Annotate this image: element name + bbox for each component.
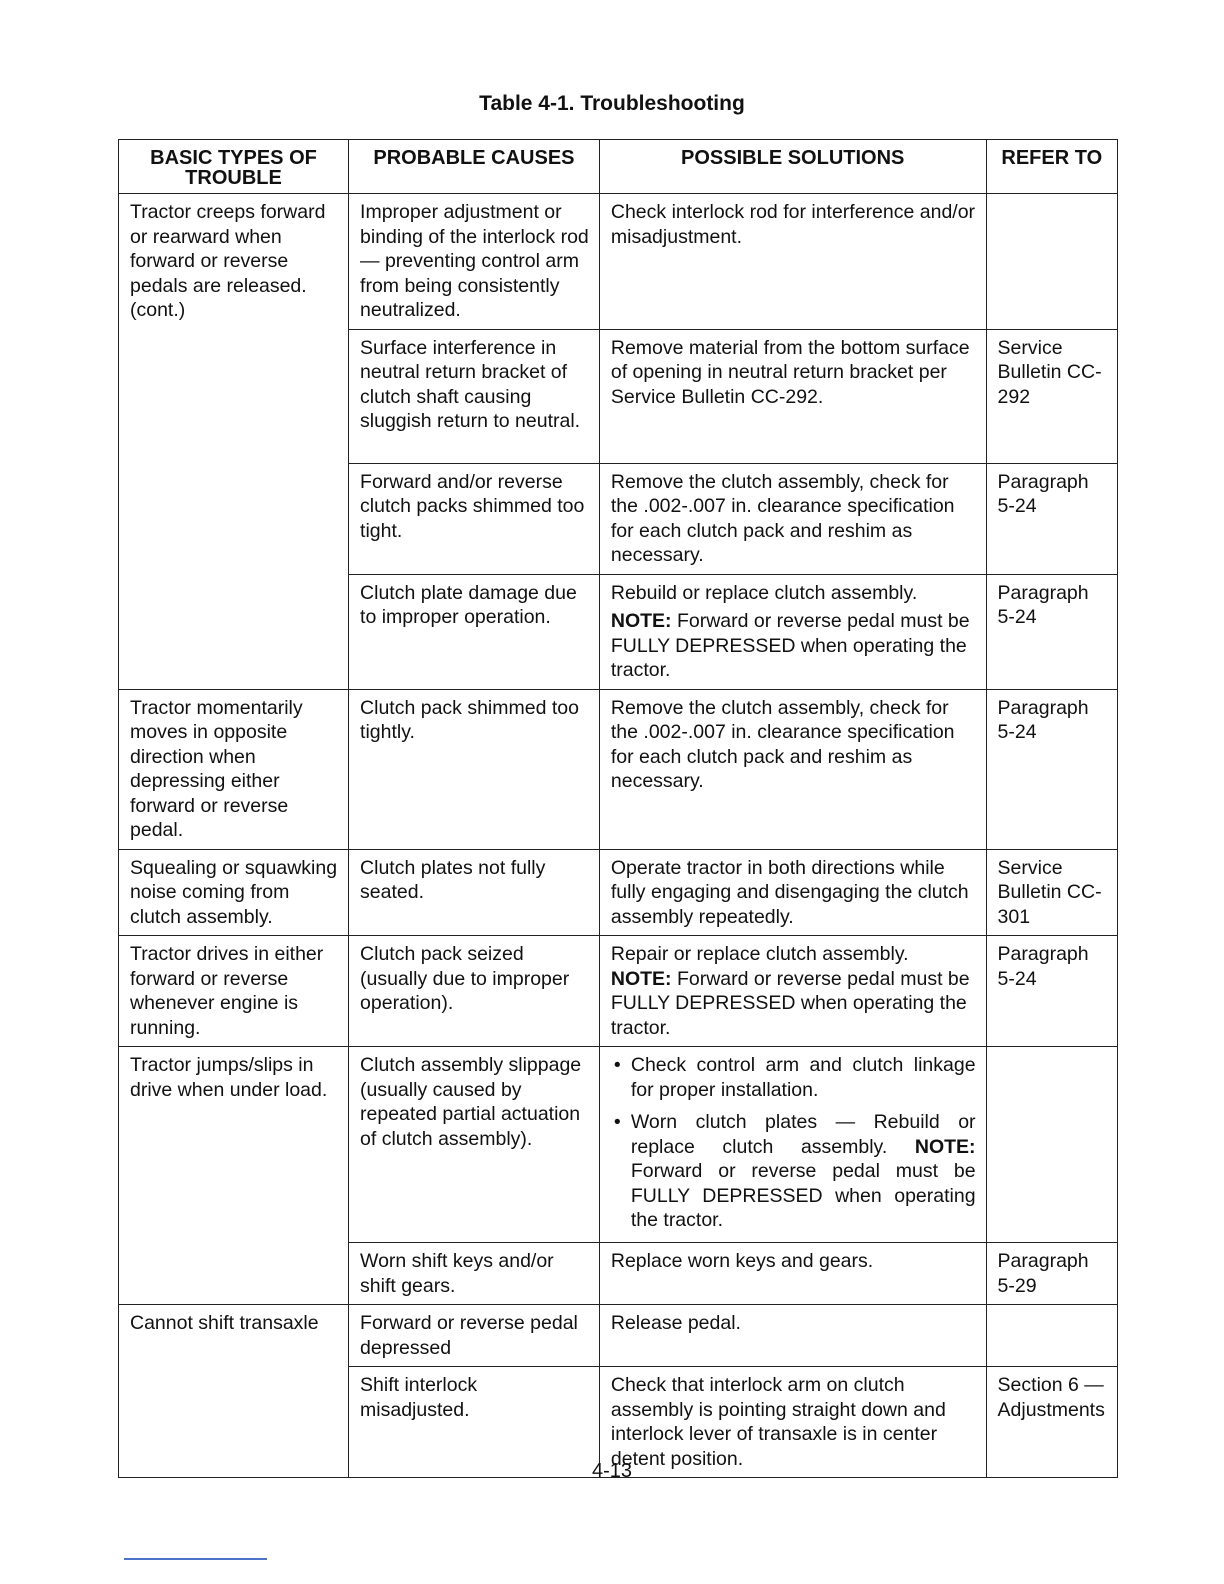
list-item (611, 1053, 976, 1102)
solution-note (611, 609, 976, 683)
table-row (119, 1305, 1118, 1367)
note-label: NOTE: (610, 967, 672, 990)
note-text: Forward or reverse pedal must be FULLY DEPRESSED when operating the tractor. (610, 610, 970, 681)
cause-cell: Clutch plates not fully seated. (349, 849, 600, 936)
solution-note (611, 967, 976, 1041)
note-label: NOTE: (610, 610, 672, 632)
refer-cell: Paragraph 5-24 (986, 463, 1117, 574)
solution-cell: Remove material from the bottom surface of opening in neutral return bracket per Service Bulletin CC-292. (599, 329, 986, 463)
list-item (611, 1110, 976, 1233)
solution-cell (599, 936, 986, 1047)
solution-cell: Remove the clutch assembly, check for the .002-.007 in. clearance specification for each clutch pack and reshim as necessary. (599, 689, 986, 849)
refer-cell: Service Bulletin CC-301 (986, 849, 1117, 936)
header-possible-solutions: POSSIBLE SOLUTIONS (599, 140, 986, 194)
table-row (119, 194, 1118, 330)
solution-cell: Check interlock rod for interference and/or misadjustment. (599, 194, 986, 330)
cause-cell: Shift interlock misadjusted. (349, 1367, 600, 1478)
cause-cell: Surface interference in neutral return bracket of clutch shaft causing sluggish return to neutral. (349, 329, 600, 463)
table-row (119, 936, 1118, 1047)
bullet-text: Check control arm and clutch linkage for proper installation. (630, 1054, 976, 1101)
trouble-cell: Tractor jumps/slips in drive when under load. (119, 1047, 349, 1305)
cause-cell: Clutch pack shimmed too tightly. (349, 689, 600, 849)
table-header-row (119, 140, 1118, 194)
cause-cell: Improper adjustment or binding of the interlock rod — preventing control arm from being consistently neutralized. (349, 194, 600, 330)
trouble-cell: Tractor momentarily moves in opposite direction when depressing either forward or reverse pedal. (119, 689, 349, 849)
solution-text: Rebuild or replace clutch assembly. (610, 581, 918, 604)
table-row (119, 689, 1118, 849)
cause-cell: Forward and/or reverse clutch packs shimmed too tight. (349, 463, 600, 574)
header-refer-to: REFER TO (986, 140, 1117, 194)
table-row (119, 849, 1118, 936)
cause-cell: Clutch assembly slippage (usually caused by repeated partial actuation of clutch assembly). (349, 1047, 600, 1243)
refer-cell (986, 1047, 1117, 1243)
solution-cell (599, 1047, 986, 1243)
bullet-text: Worn clutch plates — Rebuild or replace clutch assembly. (630, 1111, 976, 1158)
solution-text: Repair or replace clutch assembly. (610, 943, 909, 965)
bullet-icon: • (613, 1111, 621, 1133)
table-title: Table 4-1. Troubleshooting (479, 92, 745, 115)
refer-cell (986, 194, 1117, 330)
cause-cell: Forward or reverse pedal depressed (349, 1305, 600, 1367)
solution-cell: Check that interlock arm on clutch assembly is pointing straight down and interlock lever of transaxle is in center detent position. (599, 1367, 986, 1478)
header-probable-causes: PROBABLE CAUSES (349, 140, 600, 194)
solution-cell: Replace worn keys and gears. (599, 1243, 986, 1305)
trouble-cell: Tractor creeps forward or rearward when forward or reverse pedals are released. (cont.) (119, 194, 349, 690)
header-basic-types: BASIC TYPES OF TROUBLE (119, 140, 349, 194)
note-label: NOTE: (914, 1135, 976, 1158)
page-number: 4-13 (591, 1460, 633, 1482)
solution-cell: Operate tractor in both directions while fully engaging and disengaging the clutch assembly repeatedly. (599, 849, 986, 936)
refer-cell: Paragraph 5-24 (986, 574, 1117, 689)
refer-cell: Service Bulletin CC-292 (986, 329, 1117, 463)
refer-cell (986, 1305, 1117, 1367)
solution-cell: Remove the clutch assembly, check for the .002-.007 in. clearance specification for each clutch pack and reshim as necessary. (599, 463, 986, 574)
trouble-cell: Cannot shift transaxle (119, 1305, 349, 1478)
table-row (119, 1047, 1118, 1243)
trouble-cell: Tractor drives in either forward or reverse whenever engine is running. (119, 936, 349, 1047)
solution-bullet-list (611, 1053, 976, 1233)
cause-cell: Clutch plate damage due to improper operation. (349, 574, 600, 689)
trouble-cell: Squealing or squawking noise coming from clutch assembly. (119, 849, 349, 936)
cause-cell: Clutch pack seized (usually due to improper operation). (349, 936, 600, 1047)
refer-cell: Paragraph 5-24 (986, 936, 1117, 1047)
note-text: Forward or reverse pedal must be FULLY DEPRESSED when operating the tractor. (610, 967, 970, 1039)
refer-cell: Paragraph 5-24 (986, 689, 1117, 849)
refer-cell: Section 6 — Adjustments (986, 1367, 1117, 1478)
refer-cell: Paragraph 5-29 (986, 1243, 1117, 1305)
footer-rule (124, 1558, 267, 1560)
bullet-icon: • (613, 1054, 621, 1076)
solution-cell: Release pedal. (599, 1305, 986, 1367)
troubleshooting-table (118, 139, 1118, 1478)
note-text: Forward or reverse pedal must be FULLY DEPRESSED when operating the tractor. (630, 1160, 976, 1231)
cause-cell: Worn shift keys and/or shift gears. (349, 1243, 600, 1305)
solution-cell (599, 574, 986, 689)
